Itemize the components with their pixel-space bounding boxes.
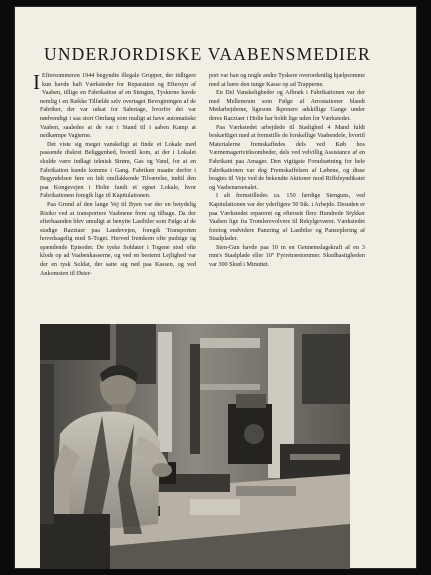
drop-cap: I [33,70,40,94]
paragraph: Paa Værkstedet arbejdede til Stadighed 4 Mand fuldt beskæftiget med at fremstille de forskellige Vaabendele, hvortil Materialerne fremskaffedes dels ved Køb hos Værnemagerivirksomheder, dels ved velvillig Assistance af en Fabrikant paa Amager. Den vigtigste Forudsætning for hele Fabrikationen var dog Fremskaffelsen af Løbene, og disse bragtes til Veje ved de bekendte Aktioner mod Riffelsyndikatet og Vaabenarsenalet. [209,124,365,191]
workshop-photo [40,324,350,569]
paragraph: I alt fremstilledes ca. 150 færdige Stenguns, ved Kapitulationen var der yderligere 50 Stk. i Arbejde. Desuden er paa Værkstedet repareret og eftersett flere Hundrede Stykker Vaaben lige fra Tromlerevolvere til Rekylgeværer. Værkstedet foretog endvidere Panzring af Lastbiler og Panzeplering af Staalplader. [209,193,365,243]
paragraph: Paa Grund af den lange Vej til Byen var der en betydelig Risiko ved at transportere Vaabnene frem og tilbage. Da der efterhaanden blev umuligt at benytte Lastbiler som Følge af de stadige Razziaer paa Landevejen, foregik Transporten hovedsagelig med S-Toget. Herved fremkom ofte pudsige og spændende Episoder. De tyske Soldater i Togene stod ofte klods op ad Vaabenkasserne, og ved en bestemt Lejlighed var der en tysk Soldat, der satte sig ned paa Kassen, og ved Ankomsten til Øster- [40,201,196,277]
paragraph-text: Eftersommeren 1944 begyndte illegale Grupper, der tidligere kun havde haft Værksteder for Reparation og Eftersyn af Vaaben, tillige en Fabrikation af en Stengun, Tyskerne havde nemlig i en Række Tilfælde selv overtaget Bevogtningen af de Fabriker, der var udsat for Sabotage, hvorfor det var nødvendigt i saa stort Omfang som muligt at have automatiske Vaaben, saaledes at de var i Stand til i aaben Kamp at nedkæmpe Vagterne. [40,73,196,140]
paragraph [33,70,196,141]
text-column-left [33,70,196,278]
workshop-photo-illustration [40,324,350,569]
text-column-right [209,72,365,270]
paragraph: port var han og nogle andre Tyskere overordentlig hjælpsomme med at bære den tunge Kasse op ad Trapperne. [209,73,366,88]
article-title: UNDERJORDISKE VAABENSMEDIER [44,44,371,64]
paragraph: En Del Vanskeligheder og Afbræk i Fabrikationen var der med Mellemrum som Følge af Arrestationer blandt Medarbejderne, ligesom Ikponere adskillige Gange under deres Razziaer i Holte har holdt lige uden for Værkstedet. [209,90,365,122]
paragraph: Det viste sig meget vanskeligt at finde et Lokale med passende diskret Beliggenhed, hvortil kom, at der i Lokalet skulde være indlagt teknisk Strøm, Gas og Vand, for at en Fabrikation kunde komme i Gang. Fabriken maatte derfor i Begyndelsen føre en lidt omflakkende Tilværelse, indtil den paa Kongevejen i Holte fandt et egnet Lokale, hvor Fabrikationen foregik lige til Kapitulationen. [40,141,196,200]
magazine-page [14,6,417,569]
paragraph: Sten-Gun havde paa 10 m en Gennemslagskraft af en 3 mm's Staalplade eller 10" Fyrretræstommer. Skudhastigheden var 300 Skud i Minuttet. [209,244,365,269]
